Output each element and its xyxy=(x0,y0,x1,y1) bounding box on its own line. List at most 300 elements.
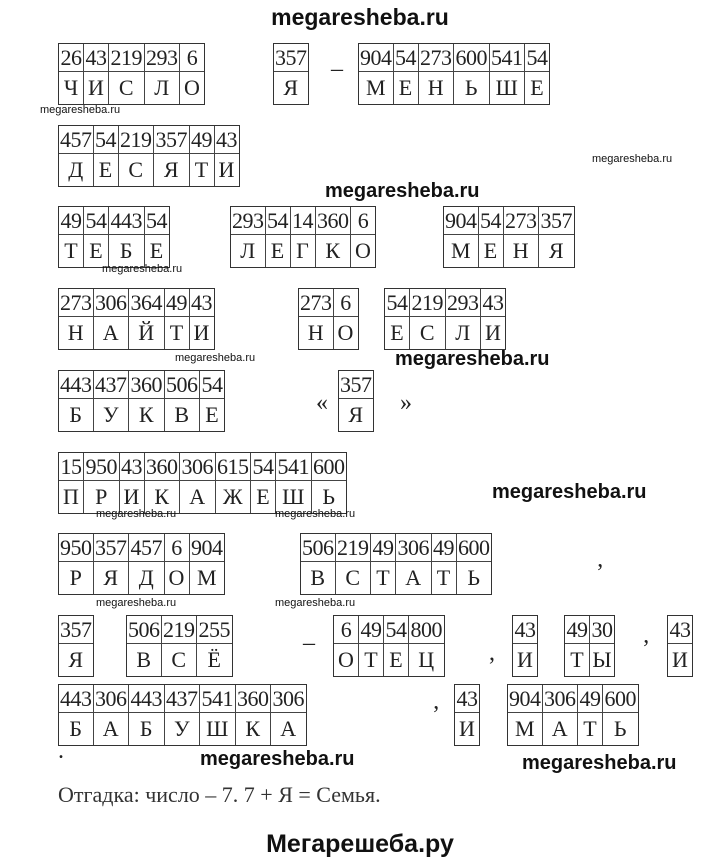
cipher-cell xyxy=(370,534,395,594)
cipher-cell xyxy=(164,685,200,745)
cell-letter: Ш xyxy=(282,484,305,509)
cipher-group xyxy=(58,43,205,105)
cell-number: 15 xyxy=(59,453,83,481)
cipher-cell xyxy=(235,685,271,745)
watermark: megaresheba.ru xyxy=(102,263,183,275)
cell-number: 43 xyxy=(455,685,479,713)
cipher-cell xyxy=(444,207,478,267)
cell-letter: Т xyxy=(64,238,78,263)
cell-letter: И xyxy=(193,320,210,345)
cipher-group xyxy=(338,370,374,432)
cell-letter: Ш xyxy=(206,716,229,741)
cipher-cell xyxy=(418,44,454,104)
cell-letter: Р xyxy=(69,565,82,590)
cell-number: 950 xyxy=(84,453,119,481)
cell-number: 541 xyxy=(490,44,525,72)
cipher-cell xyxy=(290,207,315,267)
watermark: megaresheba.ru xyxy=(522,752,677,774)
watermark: megaresheba.ru xyxy=(96,508,177,520)
cell-letter: И xyxy=(459,716,475,741)
cell-number: 306 xyxy=(94,685,129,713)
cell-letter: Т xyxy=(364,647,378,672)
cell-letter: Н xyxy=(427,75,444,100)
cell-letter: Е xyxy=(89,238,103,263)
cell-letter: Й xyxy=(138,320,155,345)
cipher-cell xyxy=(250,453,275,513)
cipher-group xyxy=(564,615,615,677)
cell-number: 14 xyxy=(291,207,315,235)
cipher-cell xyxy=(315,207,351,267)
cipher-group xyxy=(298,288,359,350)
cell-letter: А xyxy=(102,320,119,345)
cipher-cell xyxy=(128,289,164,349)
cipher-cell xyxy=(164,289,189,349)
cell-letter: Т xyxy=(436,565,451,590)
cell-letter: А xyxy=(405,565,422,590)
cell-letter: Д xyxy=(138,565,154,590)
cell-number: 6 xyxy=(334,289,358,317)
cipher-group xyxy=(358,43,550,105)
cell-number: 54 xyxy=(251,453,275,481)
cell-letter: С xyxy=(118,75,134,100)
cell-letter: Ы xyxy=(592,647,612,672)
cipher-cell xyxy=(299,289,333,349)
cipher-cell xyxy=(93,371,129,431)
cipher-cell xyxy=(270,685,306,745)
cell-number: 437 xyxy=(94,371,129,399)
cell-letter: Я xyxy=(163,157,179,182)
watermark: megaresheba.ru xyxy=(275,597,356,609)
cell-letter: Е xyxy=(389,647,403,672)
cell-letter: С xyxy=(345,565,361,590)
cipher-cell xyxy=(161,616,197,676)
cipher-cell xyxy=(119,453,144,513)
cipher-cell xyxy=(445,289,481,349)
cell-letter: Ь xyxy=(322,484,336,509)
cell-number: 54 xyxy=(384,616,408,644)
cell-letter: П xyxy=(63,484,79,509)
cipher-group xyxy=(58,288,215,350)
cell-letter: Ь xyxy=(464,75,478,100)
cell-number: 506 xyxy=(165,371,200,399)
cell-number: 219 xyxy=(119,126,154,154)
cell-letter: Н xyxy=(67,320,84,345)
cell-letter: Ё xyxy=(207,647,221,672)
cipher-group xyxy=(230,206,376,268)
cipher-cell xyxy=(164,371,200,431)
cipher-group xyxy=(443,206,575,268)
watermark: megaresheba.ru xyxy=(592,153,673,165)
cell-letter: И xyxy=(218,157,235,182)
cipher-group xyxy=(512,615,538,677)
cell-number: 904 xyxy=(190,534,225,562)
cell-letter: С xyxy=(128,157,144,182)
cipher-cell xyxy=(265,207,290,267)
cell-number: 360 xyxy=(236,685,271,713)
cell-number: 457 xyxy=(129,534,164,562)
quote-open: « xyxy=(316,390,328,416)
cell-number: 219 xyxy=(336,534,371,562)
cipher-cell xyxy=(311,453,347,513)
cipher-cell xyxy=(231,207,265,267)
cipher-cell xyxy=(393,44,418,104)
cell-letter: В xyxy=(174,402,190,427)
cipher-cell xyxy=(189,534,225,594)
cell-letter: Я xyxy=(548,238,564,263)
cell-number: 54 xyxy=(200,371,224,399)
cell-letter: Е xyxy=(530,75,544,100)
quote-close: » xyxy=(400,390,412,416)
cipher-cell xyxy=(59,453,83,513)
cell-letter: Б xyxy=(69,402,83,427)
cipher-cell xyxy=(383,616,408,676)
cipher-cell xyxy=(385,289,409,349)
cipher-cell xyxy=(334,616,358,676)
cell-number: 219 xyxy=(162,616,197,644)
cipher-cell xyxy=(59,126,93,186)
cell-number: 904 xyxy=(508,685,542,713)
cipher-cell xyxy=(179,453,215,513)
cell-number: 54 xyxy=(385,289,409,317)
cell-letter: Б xyxy=(139,716,153,741)
cell-number: 600 xyxy=(454,44,489,72)
dash-mark: – xyxy=(331,56,343,82)
cipher-cell xyxy=(199,371,224,431)
cipher-group xyxy=(58,125,240,187)
cipher-cell xyxy=(480,289,505,349)
cell-number: 306 xyxy=(543,685,578,713)
cell-number: 360 xyxy=(129,371,164,399)
cipher-cell xyxy=(524,44,549,104)
cipher-cell xyxy=(215,453,251,513)
cell-letter: В xyxy=(136,647,152,672)
cell-letter: А xyxy=(189,484,206,509)
cell-number: 357 xyxy=(274,44,308,72)
cell-number: 49 xyxy=(432,534,456,562)
cell-number: 357 xyxy=(154,126,189,154)
cipher-cell xyxy=(565,616,589,676)
cell-letter: Л xyxy=(154,75,170,100)
cell-letter: Е xyxy=(483,238,498,263)
cell-letter: Л xyxy=(455,320,471,345)
cipher-cell xyxy=(189,289,214,349)
cell-letter: О xyxy=(168,565,185,590)
cell-letter: К xyxy=(245,716,261,741)
cell-letter: О xyxy=(355,238,371,263)
cipher-cell xyxy=(93,126,118,186)
cell-number: 950 xyxy=(59,534,93,562)
cipher-cell xyxy=(456,534,492,594)
cell-letter: Н xyxy=(512,238,529,263)
cell-letter: В xyxy=(310,565,326,590)
cell-number: 904 xyxy=(444,207,478,235)
cipher-cell xyxy=(359,44,393,104)
cell-number: 600 xyxy=(312,453,347,481)
cipher-cell xyxy=(538,207,574,267)
cell-number: 43 xyxy=(84,44,108,72)
cell-number: 541 xyxy=(200,685,235,713)
cell-letter: Б xyxy=(69,716,83,741)
cell-number: 600 xyxy=(603,685,638,713)
cell-letter: Я xyxy=(68,647,84,672)
cell-number: 306 xyxy=(180,453,215,481)
cell-number: 43 xyxy=(513,616,537,644)
cell-number: 6 xyxy=(334,616,358,644)
cipher-cell xyxy=(478,207,503,267)
cipher-cell xyxy=(395,534,431,594)
cipher-cell xyxy=(144,453,180,513)
cipher-cell xyxy=(189,126,214,186)
cell-letter: Д xyxy=(68,157,84,182)
cipher-cell xyxy=(59,207,83,267)
cipher-group xyxy=(126,615,233,677)
cell-letter: К xyxy=(138,402,154,427)
cell-letter: Т xyxy=(570,647,584,672)
cell-number: 54 xyxy=(84,207,108,235)
cell-number: 360 xyxy=(145,453,180,481)
cipher-cell xyxy=(128,534,164,594)
cipher-cell xyxy=(513,616,537,676)
cell-letter: Е xyxy=(205,402,219,427)
cell-number: 49 xyxy=(578,685,602,713)
cipher-cell xyxy=(339,371,373,431)
cipher-group xyxy=(300,533,492,595)
cell-letter: Т xyxy=(583,716,597,741)
cipher-cell xyxy=(668,616,692,676)
cell-number: 273 xyxy=(299,289,333,317)
cell-letter: И xyxy=(88,75,104,100)
cipher-cell xyxy=(153,126,189,186)
cell-number: 54 xyxy=(394,44,418,72)
cell-number: 6 xyxy=(351,207,375,235)
cell-number: 306 xyxy=(94,289,129,317)
cipher-cell xyxy=(59,685,93,745)
cell-number: 541 xyxy=(276,453,311,481)
cipher-cell xyxy=(108,207,144,267)
cell-letter: И xyxy=(517,647,533,672)
cipher-cell xyxy=(93,534,129,594)
cipher-cell xyxy=(275,453,311,513)
cell-letter: О xyxy=(338,647,354,672)
cipher-cell xyxy=(93,685,129,745)
cell-number: 219 xyxy=(410,289,445,317)
cell-letter: Р xyxy=(95,484,108,509)
cell-number: 293 xyxy=(231,207,265,235)
cell-letter: Ж xyxy=(222,484,243,509)
cipher-cell xyxy=(602,685,638,745)
watermark: megaresheba.ru xyxy=(96,597,177,609)
cell-number: 357 xyxy=(339,371,373,399)
dash-mark: – xyxy=(303,630,315,656)
cipher-cell xyxy=(83,207,108,267)
cipher-cell xyxy=(59,44,83,104)
site-header: megaresheba.ru xyxy=(271,4,449,30)
cell-letter: Г xyxy=(296,238,309,263)
cell-number: 43 xyxy=(215,126,239,154)
cell-number: 6 xyxy=(180,44,204,72)
cell-letter: Б xyxy=(119,238,133,263)
watermark: megaresheba.ru xyxy=(200,748,355,770)
cell-letter: Е xyxy=(398,75,413,100)
cell-number: 357 xyxy=(94,534,129,562)
cipher-cell xyxy=(196,616,232,676)
cipher-group xyxy=(58,684,307,746)
cipher-cell xyxy=(589,616,614,676)
cell-letter: Е xyxy=(98,157,113,182)
cell-letter: Е xyxy=(390,320,404,345)
cell-number: 364 xyxy=(129,289,164,317)
cell-number: 437 xyxy=(165,685,200,713)
cipher-group xyxy=(667,615,693,677)
cipher-cell xyxy=(333,289,358,349)
cell-letter: С xyxy=(419,320,435,345)
cipher-cell xyxy=(301,534,335,594)
cell-number: 457 xyxy=(59,126,93,154)
cell-number: 357 xyxy=(539,207,574,235)
cell-number: 293 xyxy=(446,289,481,317)
cipher-cell xyxy=(83,44,108,104)
cell-number: 49 xyxy=(190,126,214,154)
cipher-cell xyxy=(577,685,602,745)
cipher-cell xyxy=(408,616,444,676)
cell-letter: С xyxy=(171,647,187,672)
cell-letter: Я xyxy=(348,402,364,427)
cipher-group xyxy=(58,615,94,677)
cell-number: 54 xyxy=(266,207,290,235)
cell-letter: О xyxy=(184,75,200,100)
cell-number: 273 xyxy=(59,289,93,317)
cipher-cell xyxy=(455,685,479,745)
cell-letter: М xyxy=(196,565,217,590)
cell-number: 43 xyxy=(120,453,144,481)
cell-letter: Ь xyxy=(613,716,627,741)
dot-mark: . xyxy=(58,738,64,764)
answer-text: Отгадка: число – 7. 7 + Я = Семья. xyxy=(58,782,381,807)
cell-letter: Я xyxy=(103,565,119,590)
cipher-group xyxy=(384,288,506,350)
cell-letter: Л xyxy=(240,238,256,263)
cell-number: 54 xyxy=(94,126,118,154)
cell-number: 26 xyxy=(59,44,83,72)
cell-letter: М xyxy=(514,716,535,741)
cell-number: 600 xyxy=(457,534,492,562)
cell-letter: Т xyxy=(376,565,390,590)
cell-letter: Ц xyxy=(418,647,435,672)
cipher-group xyxy=(273,43,309,105)
watermark: megaresheba.ru xyxy=(275,508,356,520)
cell-number: 54 xyxy=(479,207,503,235)
cell-number: 43 xyxy=(668,616,692,644)
watermark: megaresheba.ru xyxy=(40,104,121,116)
cipher-cell xyxy=(128,685,164,745)
cell-letter: М xyxy=(450,238,471,263)
cell-letter: М xyxy=(365,75,386,100)
cell-letter: А xyxy=(102,716,119,741)
cell-letter: Ч xyxy=(63,75,79,100)
cipher-cell xyxy=(503,207,539,267)
cell-letter: И xyxy=(485,320,501,345)
watermark: megaresheba.ru xyxy=(395,348,550,370)
cell-number: 49 xyxy=(165,289,189,317)
cell-number: 800 xyxy=(409,616,444,644)
cell-letter: Е xyxy=(270,238,285,263)
cipher-cell xyxy=(214,126,239,186)
cell-letter: Т xyxy=(169,320,184,345)
cell-number: 54 xyxy=(525,44,549,72)
cell-number: 293 xyxy=(145,44,180,72)
cell-letter: У xyxy=(173,716,190,741)
cell-number: 273 xyxy=(504,207,539,235)
cipher-cell xyxy=(59,371,93,431)
cipher-cell xyxy=(59,289,93,349)
cell-letter: И xyxy=(123,484,140,509)
cell-number: 306 xyxy=(396,534,431,562)
cell-number: 443 xyxy=(59,685,93,713)
cipher-cell xyxy=(508,685,542,745)
comma-mark: , xyxy=(489,640,495,666)
cell-letter: У xyxy=(102,402,119,427)
cipher-cell xyxy=(350,207,375,267)
cell-letter: А xyxy=(280,716,297,741)
cell-number: 49 xyxy=(59,207,83,235)
cell-letter: Я xyxy=(283,75,299,100)
footer-site-title: Мегарешеба.ру xyxy=(266,830,454,858)
cipher-cell xyxy=(274,44,308,104)
apostrophe-mark: ’ xyxy=(432,702,440,728)
cell-number: 443 xyxy=(109,207,144,235)
cell-number: 219 xyxy=(109,44,144,72)
cipher-group xyxy=(58,206,170,268)
cipher-cell xyxy=(83,453,119,513)
cell-letter: Е xyxy=(149,238,164,263)
cipher-cell xyxy=(93,289,129,349)
cell-number: 357 xyxy=(59,616,93,644)
cipher-group xyxy=(454,684,480,746)
cell-letter: Е xyxy=(256,484,270,509)
cipher-cell xyxy=(453,44,489,104)
cell-letter: О xyxy=(337,320,354,345)
cell-letter: Т xyxy=(194,157,209,182)
cell-number: 49 xyxy=(565,616,589,644)
apostrophe-mark: ’ xyxy=(596,560,604,586)
cipher-cell xyxy=(409,289,445,349)
watermark: megaresheba.ru xyxy=(175,352,256,364)
cell-number: 43 xyxy=(481,289,505,317)
cell-letter: К xyxy=(154,484,170,509)
cell-number: 43 xyxy=(190,289,214,317)
watermark: megaresheba.ru xyxy=(492,481,647,503)
watermark: megaresheba.ru xyxy=(325,180,480,202)
cipher-cell xyxy=(179,44,204,104)
cipher-cell xyxy=(542,685,578,745)
cell-number: 443 xyxy=(59,371,93,399)
cell-letter: Ш xyxy=(495,75,518,100)
cell-number: 30 xyxy=(590,616,614,644)
cell-number: 306 xyxy=(271,685,306,713)
cipher-cell xyxy=(431,534,456,594)
cipher-group xyxy=(507,684,639,746)
cipher-group xyxy=(58,452,347,514)
cell-number: 49 xyxy=(371,534,395,562)
cipher-cell xyxy=(108,44,144,104)
cell-letter: И xyxy=(672,647,688,672)
cipher-group xyxy=(58,533,225,595)
cell-letter: А xyxy=(551,716,568,741)
cell-number: 273 xyxy=(419,44,454,72)
cipher-cell xyxy=(59,534,93,594)
cell-letter: Ь xyxy=(467,565,481,590)
cell-number: 443 xyxy=(129,685,164,713)
